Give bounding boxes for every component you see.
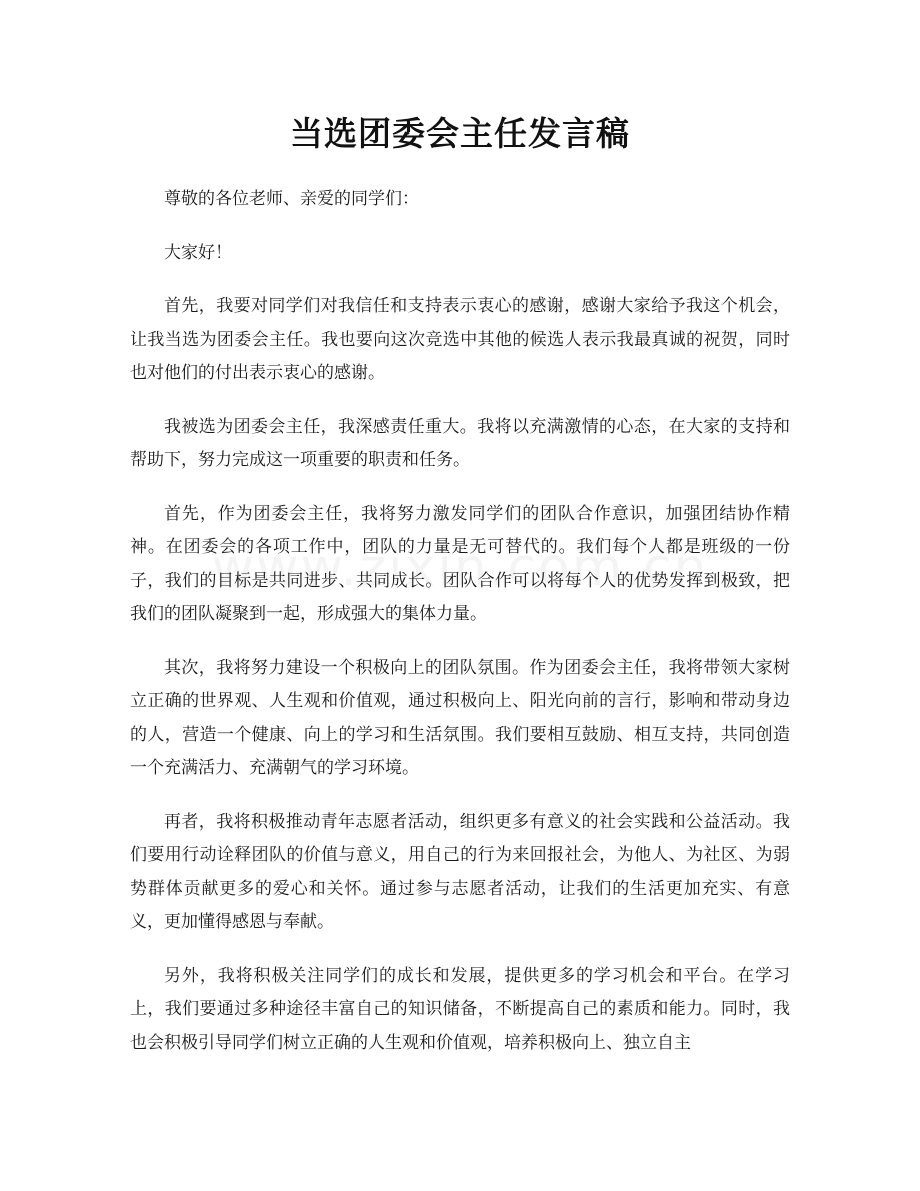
body-paragraph: 其次，我将努力建设一个积极向上的团队氛围。作为团委会主任，我将带领大家树立正确的世界观、人生观和价值观，通过积极向上、阳光向前的言行，影响和带动身边的人，营造一个健康、向上的学习和生活氛围。我们要相互鼓励、相互支持，共同创造一个充满活力、充满朝气的学习环境。 — [130, 657, 790, 778]
body-paragraph: 首先，我要对同学们对我信任和支持表示衷心的感谢，感谢大家给予我这个机会，让我当选为团委会主任。我也要向这次竞选中其他的候选人表示我最真诚的祝贺，同时也对他们的付出表示衷心的感谢。 — [130, 296, 790, 383]
document-title: 当选团委会主任发言稿 — [290, 114, 630, 153]
salutation: 尊敬的各位老师、亲爱的同学们： — [164, 189, 419, 209]
body-paragraph: 另外，我将积极关注同学们的成长和发展，提供更多的学习机会和平台。在学习上，我们要通过多种途径丰富自己的知识储备，不断提高自己的素质和能力。同时，我也会积极引导同学们树立正确的人生观和价值观，培养积极向上、独立自主 — [130, 965, 790, 1053]
document-body — [130, 183, 790, 1080]
body-paragraph: 再者，我将积极推动青年志愿者活动，组织更多有意义的社会实践和公益活动。我们要用行动诠释团队的价值与意义，用自己的行为来回报社会，为他人、为社区、为弱势群体贡献更多的爱心和关怀。通过参与志愿者活动，让我们的生活更加充实、有意义，更加懂得感恩与奉献。 — [130, 811, 790, 932]
body-paragraph: 首先，作为团委会主任，我将努力激发同学们的团队合作意识，加强团结协作精神。在团委会的各项工作中，团队的力量是无可替代的。我们每个人都是班级的一份子，我们的目标是共同进步、共同成长。团队合作可以将每个人的优势发挥到极致，把我们的团队凝聚到一起，形成强大的集体力量。 — [130, 503, 790, 624]
body-paragraph: 我被选为团委会主任，我深感责任重大。我将以充满激情的心态，在大家的支持和帮助下，努力完成这一项重要的职责和任务。 — [130, 416, 790, 470]
greeting: 大家好！ — [164, 242, 232, 263]
